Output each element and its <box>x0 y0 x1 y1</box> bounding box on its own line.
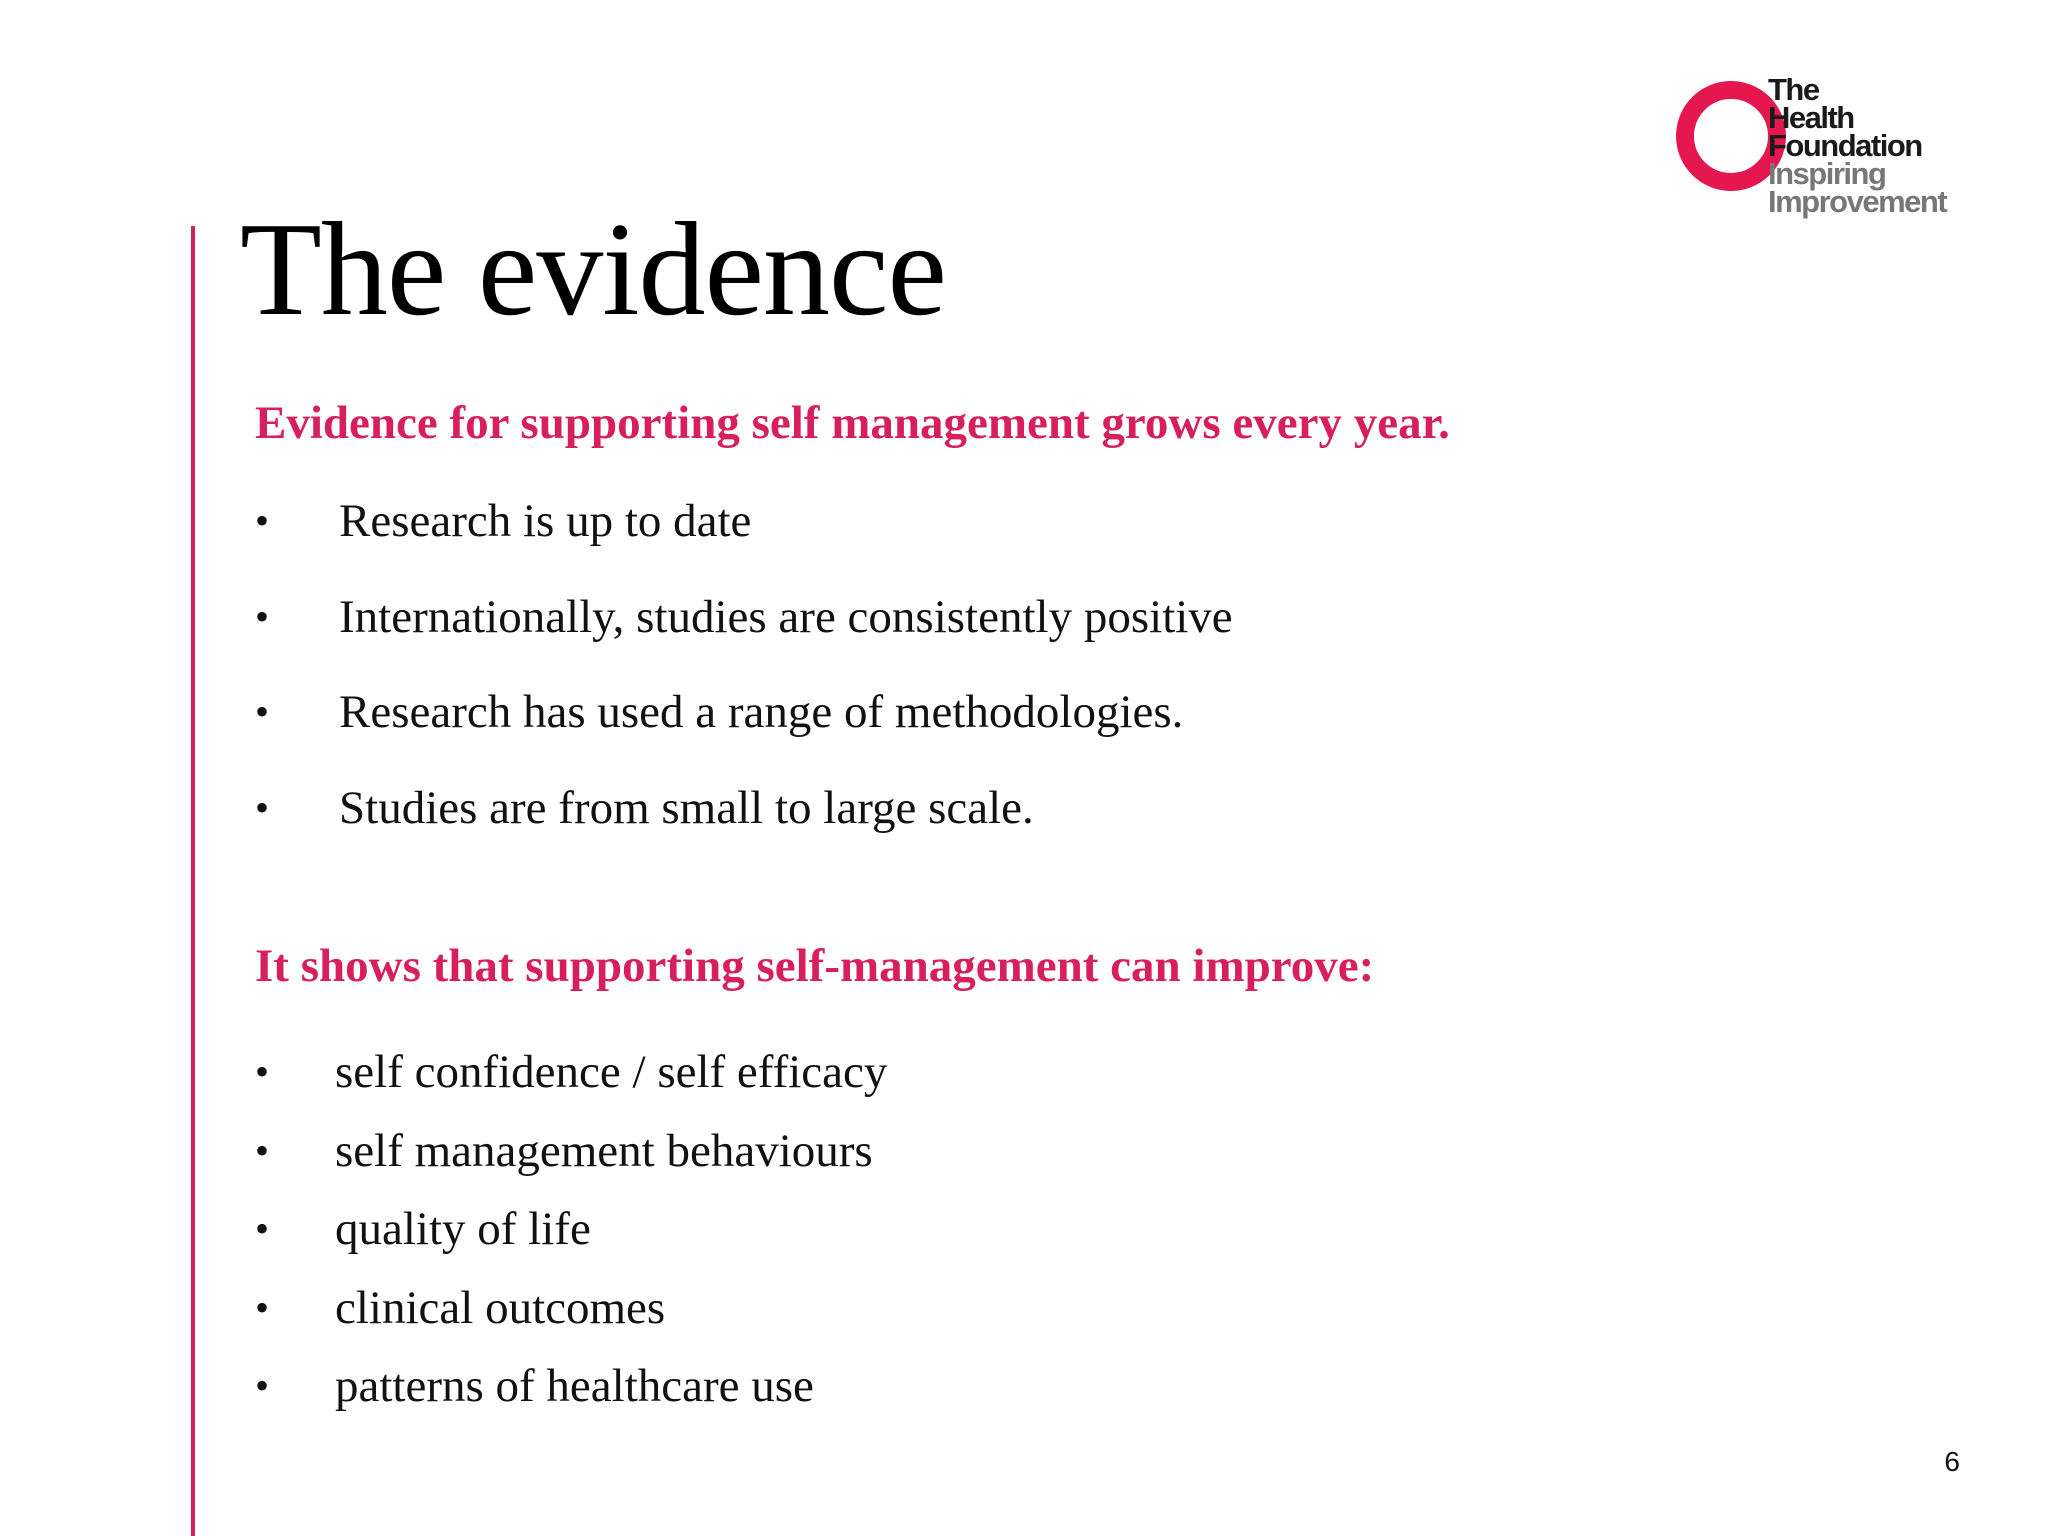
list-item-text: Research is up to date <box>339 495 752 547</box>
list-item-text: patterns of healthcare use <box>335 1360 814 1412</box>
evidence-list <box>255 494 1233 876</box>
bullet-icon: • <box>255 689 270 734</box>
logo-text <box>1768 72 1947 219</box>
list-item-text: quality of life <box>335 1203 591 1255</box>
logo-line-1: The <box>1768 72 1819 107</box>
list-item-text: self confidence / self efficacy <box>335 1046 888 1098</box>
list-item <box>255 1281 887 1360</box>
list-item-text: Research has used a range of methodologies. <box>339 686 1184 738</box>
logo-tagline-2: Improvement <box>1768 184 1947 219</box>
list-item <box>255 685 1233 781</box>
health-foundation-logo <box>1676 72 1976 236</box>
accent-bar <box>191 226 195 1536</box>
bullet-icon: • <box>255 1206 270 1251</box>
list-item <box>255 1045 887 1124</box>
section-heading-evidence: Evidence for supporting self management grows every year. <box>255 397 1450 449</box>
improvements-list <box>255 1045 887 1438</box>
page-number: 6 <box>1944 1446 1960 1477</box>
list-item <box>255 590 1233 686</box>
bullet-icon: • <box>255 1049 270 1094</box>
list-item <box>255 1359 887 1438</box>
bullet-icon: • <box>255 498 270 543</box>
logo-tagline-1: Inspiring <box>1768 156 1886 191</box>
list-item <box>255 1124 887 1203</box>
bullet-icon: • <box>255 1363 270 1408</box>
list-item <box>255 494 1233 590</box>
logo-line-2: Health <box>1768 100 1854 135</box>
list-item-text: Studies are from small to large scale. <box>339 781 1034 834</box>
bullet-icon: • <box>255 1127 270 1173</box>
bullet-icon: • <box>255 593 270 639</box>
section-heading-improvements: It shows that supporting self-management can improve: <box>255 940 1375 992</box>
list-item-text: self management behaviours <box>335 1124 873 1177</box>
list-item-text: clinical outcomes <box>335 1281 666 1334</box>
logo-line-3: Foundation <box>1768 128 1922 163</box>
list-item-text: Internationally, studies are consistently positive <box>339 590 1233 643</box>
slide-title: The evidence <box>240 195 946 343</box>
list-item <box>255 1202 887 1281</box>
list-item <box>255 781 1233 877</box>
bullet-icon: • <box>255 784 270 830</box>
bullet-icon: • <box>255 1284 270 1330</box>
